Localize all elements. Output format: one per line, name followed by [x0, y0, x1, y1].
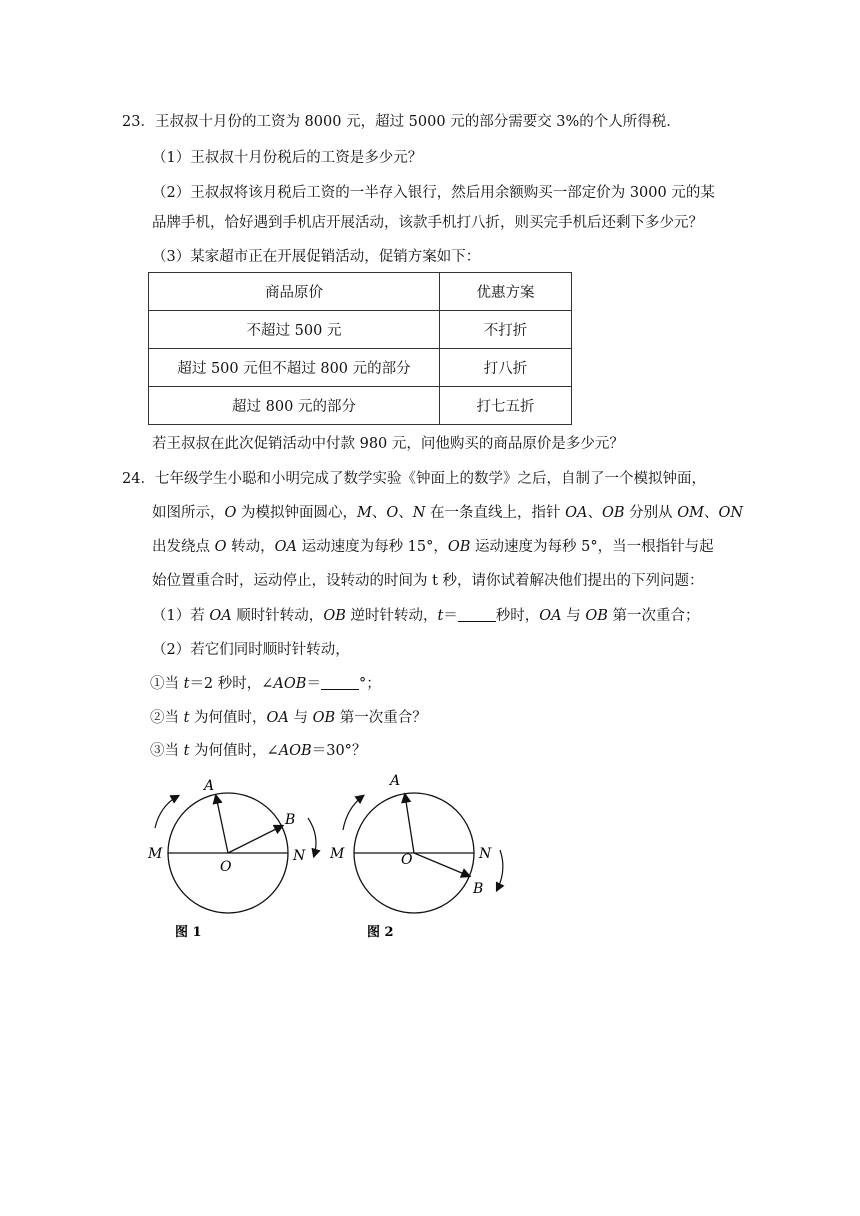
figure-caption: 图 1	[175, 925, 202, 940]
table-cell: 不打折	[440, 311, 572, 349]
label-b: B	[473, 881, 484, 897]
clock-figure-2	[325, 768, 525, 948]
table-cell: 打八折	[440, 349, 572, 387]
table-row	[149, 349, 572, 387]
table-cell: 超过 500 元但不超过 800 元的部分	[149, 349, 440, 387]
rotation-arrow-icon	[343, 796, 363, 830]
label-a: A	[204, 778, 215, 794]
pointer-oa	[216, 796, 228, 853]
q24-line3: 出发绕点 O 转动，OA 运动速度为每秒 15°，OB 运动速度为每秒 5°，当一根指针与起	[152, 539, 714, 555]
q23-after-table: 若王叔叔在此次促销活动中付款 980 元，问他购买的商品原价是多少元？	[152, 436, 624, 452]
q24-sub1: ①当 t＝2 秒时，∠AOB＝ °；	[150, 676, 381, 692]
label-m: M	[148, 846, 163, 862]
q24-line2: 如图所示，O 为模拟钟面圆心，M、O、N 在一条直线上，指针 OA、OB 分别从 OM、ON	[152, 505, 744, 521]
answer-blank	[321, 675, 359, 690]
pointer-oa	[405, 795, 414, 853]
label-a: A	[390, 773, 401, 789]
label-o: O	[401, 852, 413, 868]
label-o: O	[220, 859, 232, 875]
label-m: M	[330, 846, 345, 862]
q24-sub3: ③当 t 为何值时，∠AOB＝30°？	[150, 743, 367, 759]
table-header-cell: 商品原价	[149, 273, 440, 311]
q24-line4: 始位置重合时，运动停止，设转动的时间为 t 秒，请你试着解决他们提出的下列问题：	[152, 573, 704, 589]
q23-part1: （1）王叔叔十月份税后的工资是多少元？	[152, 150, 423, 166]
promo-table	[148, 272, 572, 425]
pointer-ob	[414, 853, 469, 876]
table-cell: 打七五折	[440, 387, 572, 425]
q23-part2-line2: 品牌手机，恰好遇到手机店开展活动，该款手机打八折，则买完手机后还剩下多少元？	[152, 215, 703, 231]
answer-blank	[458, 607, 496, 622]
table-header-row	[149, 273, 572, 311]
q24-part2: （2）若它们同时顺时针转动，	[152, 642, 350, 658]
table-row	[149, 387, 572, 425]
q23-stem: 23．王叔叔十月份的工资为 8000 元，超过 5000 元的部分需要交 3%的个人所得税．	[122, 114, 681, 130]
figure-caption: 图 2	[367, 925, 394, 940]
label-n: N	[479, 846, 492, 862]
label-n: N	[293, 848, 306, 864]
pointer-ob	[228, 826, 282, 853]
label-b: B	[285, 812, 296, 828]
table-cell: 不超过 500 元	[149, 311, 440, 349]
clock-figure-1	[140, 768, 330, 948]
rotation-arrow-icon	[497, 850, 503, 890]
q23-part2-line1: （2）王叔叔将该月税后工资的一半存入银行，然后用余额购买一部定价为 3000 元的某	[152, 185, 715, 201]
q24-line1: 24．七年级学生小聪和小明完成了数学实验《钟面上的数学》之后，自制了一个模拟钟面，	[122, 471, 706, 487]
q24-part1: （1）若 OA 顺时针转动，OB 逆时针转动，t＝ 秒时，OA 与 OB 第一次重合；	[152, 608, 700, 624]
rotation-arrow-icon	[155, 796, 178, 828]
table-cell: 超过 800 元的部分	[149, 387, 440, 425]
rotation-arrow-icon	[308, 818, 316, 856]
q23-part3: （3）某家超市正在开展促销活动，促销方案如下：	[152, 249, 481, 265]
table-header-cell: 优惠方案	[440, 273, 572, 311]
q24-sub2: ②当 t 为何值时，OA 与 OB 第一次重合？	[150, 710, 427, 726]
table-row	[149, 311, 572, 349]
